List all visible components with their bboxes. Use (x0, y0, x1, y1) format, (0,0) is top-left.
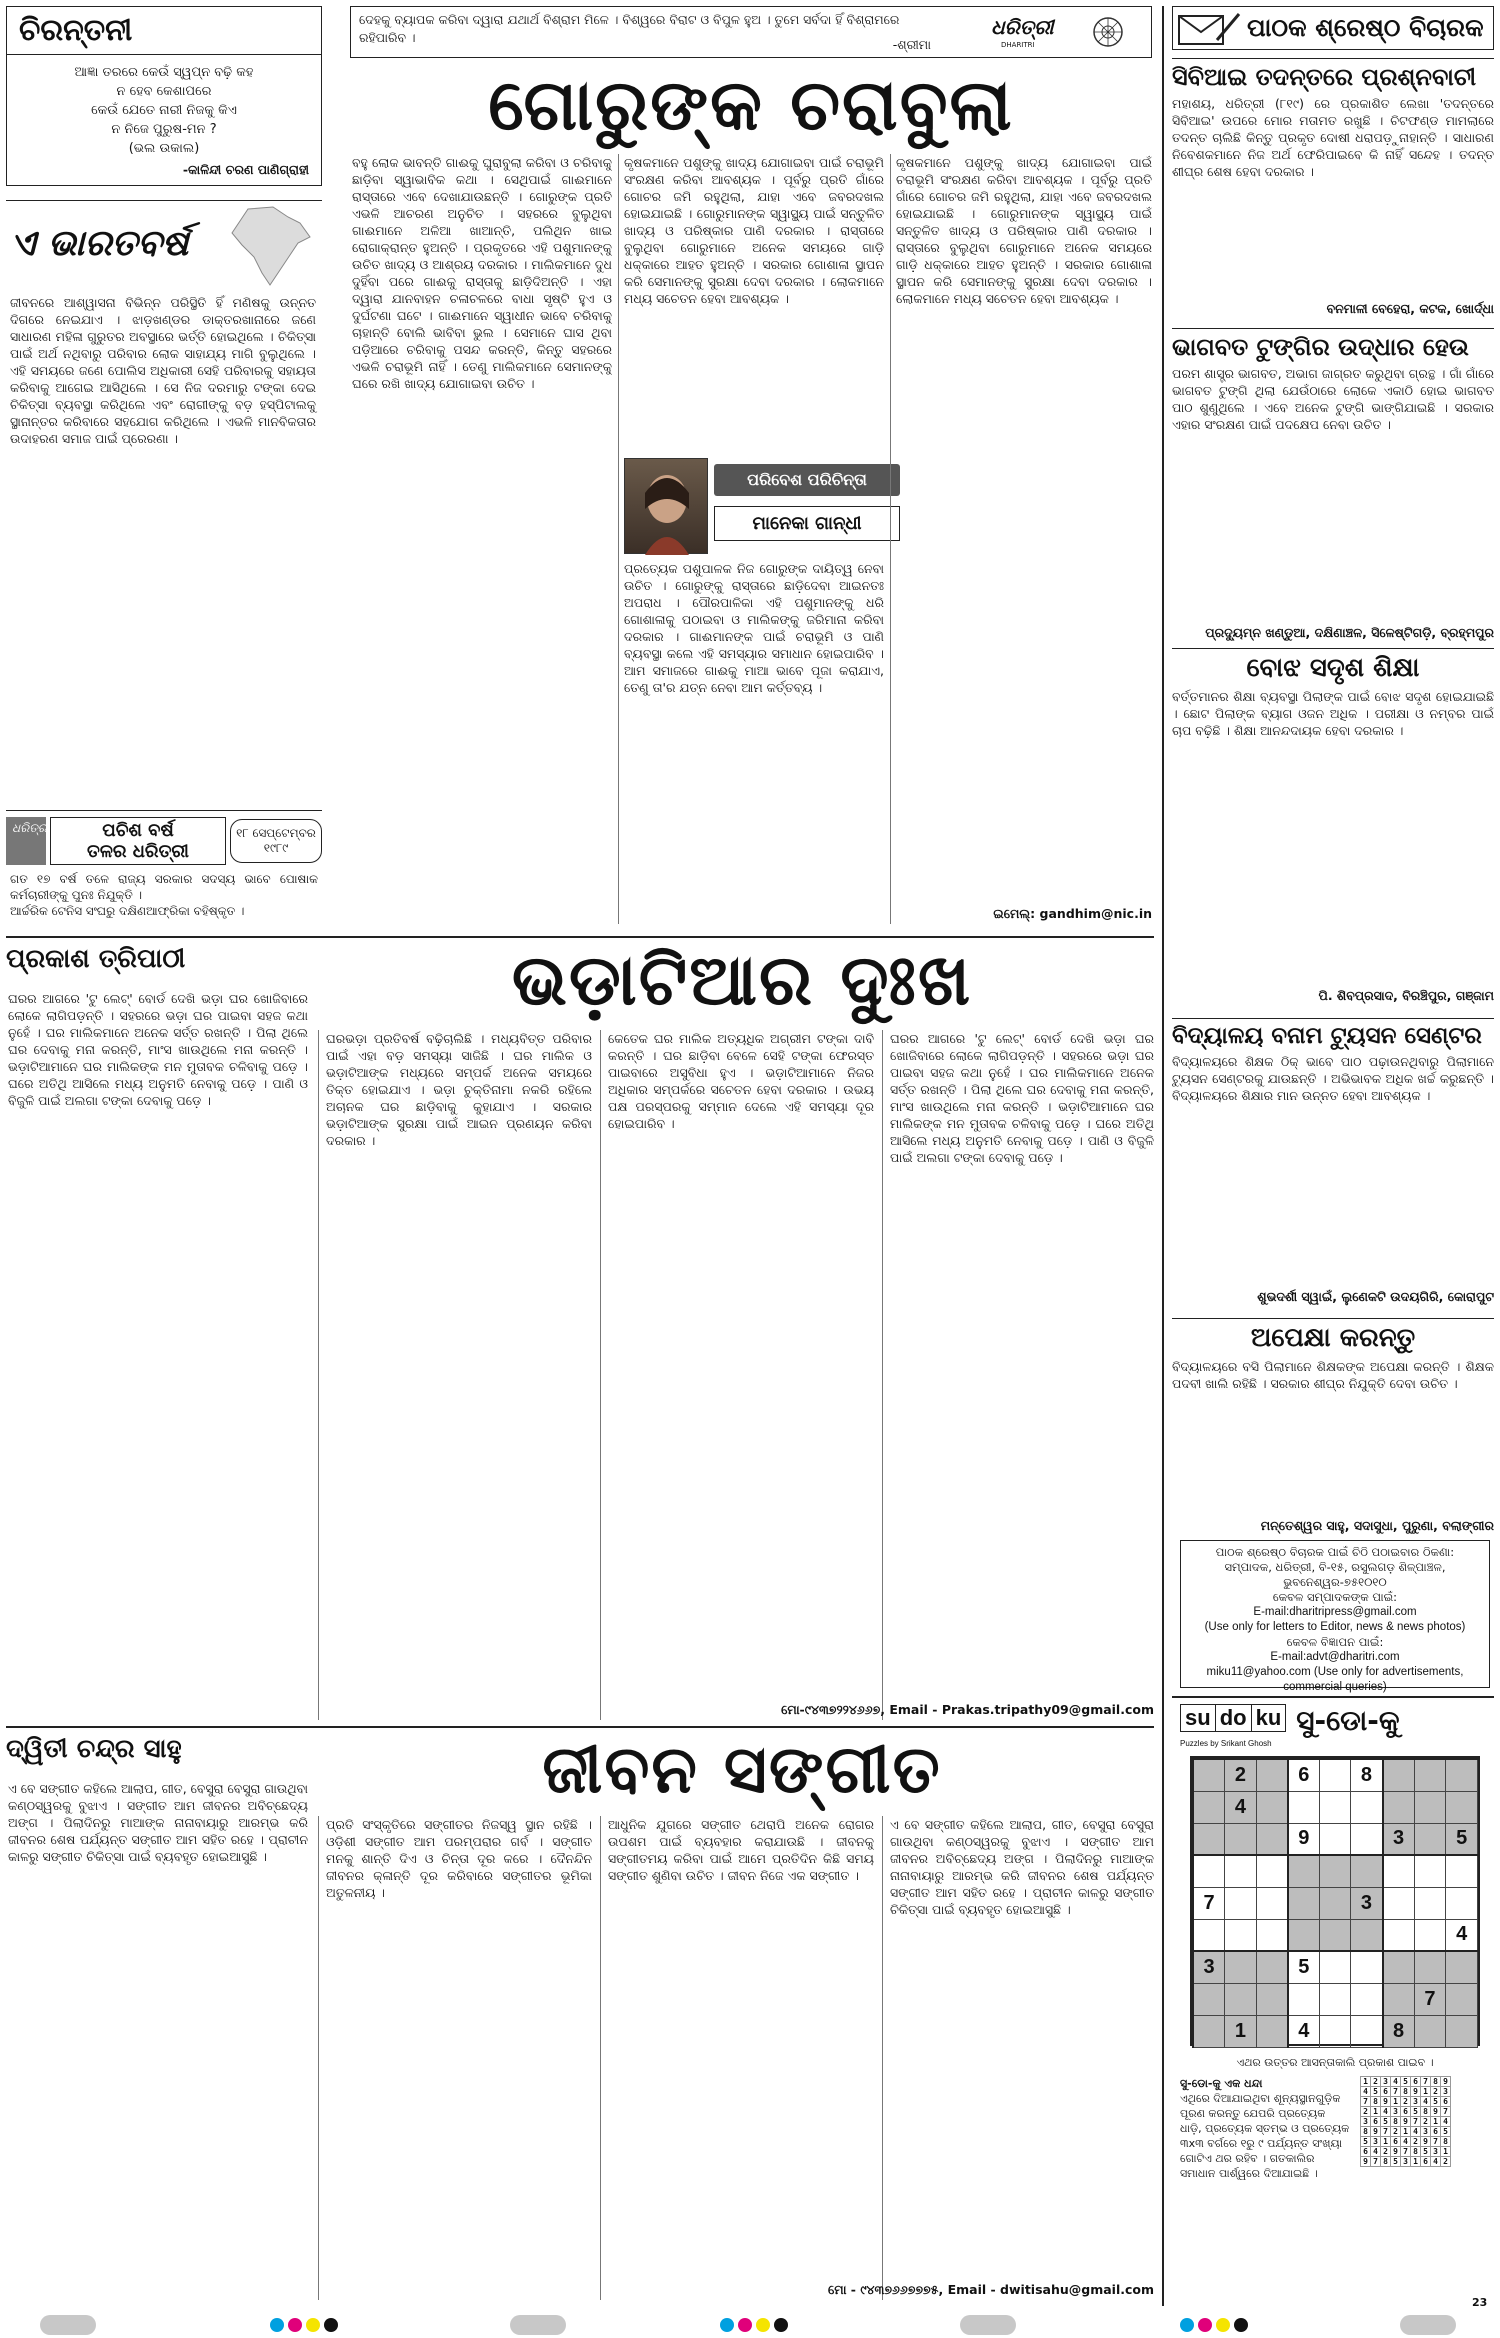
dharitri-logo: ଧରିତ୍ରୀ (991, 15, 1054, 39)
sudoku-cell (1351, 1791, 1383, 1823)
reg-mark-black (324, 2318, 338, 2332)
solution-cell: 9 (1381, 2097, 1391, 2107)
sudoku-cell (1225, 1823, 1257, 1855)
sudoku-prev-solution (1360, 2076, 1451, 2167)
solution-cell: 8 (1391, 2117, 1401, 2127)
sudoku-cell (1288, 1983, 1320, 2015)
sudoku-cell (1225, 1951, 1257, 1983)
contact-intro: ପାଠକ ଶ୍ରେଷ୍ଠ ବିଚାରକ ପାଇଁ ଚିଠି ପଠାଇବାର ଠିକଣା: (1215, 1545, 1455, 1559)
solution-cell: 3 (1431, 2147, 1441, 2157)
solution-cell: 6 (1441, 2097, 1451, 2107)
chirantani-box (6, 6, 322, 186)
solution-cell: 1 (1421, 2087, 1431, 2097)
solution-cell: 3 (1361, 2117, 1371, 2127)
solution-cell: 8 (1361, 2127, 1371, 2137)
sudoku-cell (1256, 1919, 1287, 1951)
sudoku-cell (1193, 2015, 1225, 2047)
sudoku-cell (1383, 1855, 1415, 1887)
solution-cell: 9 (1411, 2087, 1421, 2097)
article3-contact: ମୋ - ୯୪୩୭୬୬୭୭୭୫, Email - dwitisahu@gmail.com (827, 2282, 1154, 2297)
sudoku-cell (1256, 1855, 1287, 1887)
solution-cell: 2 (1381, 2147, 1391, 2157)
sudoku-cell (1256, 1759, 1287, 1791)
solution-cell: 3 (1371, 2137, 1381, 2147)
letter-author: ମନ୍ତେଶ୍ୱର ସାହୁ, ସଦାସୁଧା, ପୁରୁଣା, ବଲାଙ୍ଗୀର (1260, 1518, 1494, 1533)
sudoku-cell (1446, 1887, 1478, 1919)
solution-cell: 5 (1441, 2127, 1451, 2137)
sudoku-grid (1192, 1758, 1478, 2048)
sudoku-cell: 7 (1193, 1887, 1225, 1919)
article2-col1: ଘରର ଆଗରେ 'ଟୁ ଲେଟ୍' ବୋର୍ଡ ଦେଖି ଭଡ଼ା ଘର ଖୋଜିବାରେ ଲୋକେ ଲାଗିପଡ଼ନ୍ତି । ସହରରେ ଭଡ଼ା ଘର ପାଇବା ସହଜ କଥା ନୁହେଁ । ଘର ମାଲିକମାନେ ଅନେକ ସର୍ତ୍ତ ରଖନ୍ତି । ପିଲା ଥିଲେ ଘର ଦେବାକୁ ମନା କରନ୍ତି, ମାଂସ ଖାଉଥିଲେ ମନା କରନ୍ତି । ଭଡ଼ାଟିଆମାନେ ଘର ମାଲିକଙ୍କ ମନ ମୁତାବକ ଚଳିବାକୁ ପଡ଼େ । ଘରେ ଅତିଥି ଆସିଲେ ମଧ୍ୟ ଅନୁମତି ନେବାକୁ ପଡ଼େ । ପାଣି ଓ ବିଜୁଳି ପାଇଁ ଅଲଗା ଟଙ୍କା ଦେବାକୁ ପଡ଼େ । (8, 991, 308, 1108)
dharitri-logo-sub: DHARITRI (1001, 41, 1035, 49)
sudoku-cell (1225, 1919, 1257, 1951)
solution-cell: 7 (1411, 2117, 1421, 2127)
letter-body: ବର୍ତ୍ତମାନର ଶିକ୍ଷା ବ୍ୟବସ୍ଥା ପିଲାଙ୍କ ପାଇଁ ବୋଝ ସଦୃଶ ହୋଇଯାଇଛି । ଛୋଟ ପିଲାଙ୍କ ବ୍ୟାଗ ଓଜନ ଅଧିକ । ପରୀକ୍ଷା ଓ ନମ୍ବର ପାଇଁ ଚାପ ବଢ଼ିଛି । ଶିକ୍ଷା ଆନନ୍ଦଦାୟକ ହେବା ଦରକାର । (1172, 689, 1494, 738)
article3-col2: ପ୍ରତି ସଂସ୍କୃତିରେ ସଙ୍ଗୀତର ନିଜସ୍ୱ ସ୍ଥାନ ରହିଛି । ଓଡ଼ିଶୀ ସଙ୍ଗୀତ ଆମ ପରମ୍ପରାର ଗର୍ବ । ସଙ୍ଗୀତ ମନକୁ ଶାନ୍ତି ଦିଏ ଓ ଚିନ୍ତା ଦୂର କରେ । ଦୈନନ୍ଦିନ ଜୀବନର କ୍ଳାନ୍ତି ଦୂର କରିବାରେ ସଙ୍ଗୀତର ଭୂମିକା ଅତୁଳନୀୟ । (326, 1817, 592, 1900)
solution-cell: 8 (1371, 2097, 1381, 2107)
sudoku-cell (1383, 1791, 1415, 1823)
solution-cell: 9 (1371, 2127, 1381, 2137)
sudoku-cell (1256, 1887, 1287, 1919)
sudoku-rules-body: ଏଥିରେ ଦିଆଯାଇଥିବା ଶୂନ୍ୟସ୍ଥାନଗୁଡ଼ିକ ପୂରଣ କରନ୍ତୁ ଯେପରି ପ୍ରତ୍ୟେକ ଧାଡ଼ି, ପ୍ରତ୍ୟେକ ସ୍ତମ୍ଭ ଓ ପ୍ରତ୍ୟେକ ୩x୩ ବର୍ଗରେ ୧ରୁ ୯ ପର୍ଯ୍ୟନ୍ତ ସଂଖ୍ୟା ଗୋଟିଏ ଥର ରହିବ । ଗତକାଲିର ସମାଧାନ ପାର୍ଶ୍ୱରେ ଦିଆଯାଇଛି । (1180, 2092, 1350, 2180)
article1-col1: ବହୁ ଲୋକ ଭାବନ୍ତି ଗାଈକୁ ଘୁରାବୁଲା କରିବା ଓ ଚରିବାକୁ ଛାଡ଼ିବା ସ୍ୱାଭାବିକ କଥା । ସେଥିପାଇଁ ଗାଈମାନେ ରାସ୍ତାରେ ଏବେ ଦେଖାଯାଉଛନ୍ତି । ଗୋରୁଙ୍କ ପ୍ରତି ଏଭଳି ଆଚରଣ ଅନୁଚିତ । ସହରରେ ବୁଲୁଥିବା ଗାଈମାନେ ଅଳିଆ ଖାଆନ୍ତି, ପଲିଥିନ ଖାଇ ରୋଗାକ୍ରାନ୍ତ ହୁଅନ୍ତି । ପ୍ରକୃତରେ ଏହି ପଶୁମାନଙ୍କୁ ଉଚିତ ଖାଦ୍ୟ ଓ ଆଶ୍ରୟ ଦରକାର । ମାଲିକମାନେ ଦୁଧ ଦୁହିଁବା ପରେ ଗାଈକୁ ରାସ୍ତାକୁ ଛାଡ଼ିଦିଅନ୍ତି । ଏହା ଦ୍ୱାରା ଯାନବାହନ ଚଳାଚଳରେ ବାଧା ସୃଷ୍ଟି ହୁଏ ଓ ଦୁର୍ଘଟଣା ଘଟେ । ଗାଈମାନେ ସ୍ୱାଧୀନ ଭାବେ ଚରିବାକୁ ଚାହାନ୍ତି ବୋଲି ଭାବିବା ଭୁଲ । ସେମାନେ ଘାସ ଥିବା ପଡ଼ିଆରେ ଚରିବାକୁ ପସନ୍ଦ କରନ୍ତି, କିନ୍ତୁ ସହରରେ ଏଭଳି ଚରାଭୂମି ନାହିଁ । ତେଣୁ ମାଲିକମାନେ ସେମାନଙ୍କୁ ଘରେ ରଖି ଖାଦ୍ୟ ଯୋଗାଇବା ଉଚିତ । (352, 155, 612, 391)
sudoku-cell (1288, 1919, 1320, 1951)
reg-mark-yellow (1216, 2318, 1230, 2332)
solution-cell: 3 (1421, 2127, 1431, 2137)
article3-col1: ଏ ବେ ସଙ୍ଗୀତ କହିଲେ ଆଲାପ, ଗୀତ, ବେସୁରା ବେସୁରା ଗାଉଥିବା କଣ୍ଠସ୍ୱରକୁ ବୁଝାଏ । ସଙ୍ଗୀତ ଆମ ଜୀବନର ଅବିଚ୍ଛେଦ୍ୟ ଅଙ୍ଗ । ପିଲାଦିନରୁ ମାଆଙ୍କ ନାନାବାୟାରୁ ଆରମ୍ଭ କରି ଜୀବନର ଶେଷ ପର୍ଯ୍ୟନ୍ତ ସଙ୍ଗୀତ ଆମ ସହିତ ରହେ । ପ୍ରାଚୀନ କାଳରୁ ସଙ୍ଗୀତ ଚିକିତ୍ସା ପାଇଁ ବ୍ୟବହୃତ ହୋଇଆସୁଛି । (8, 1781, 308, 1864)
sudoku-cell (1414, 1759, 1446, 1791)
sudoku-cell (1319, 1855, 1350, 1887)
sudoku-cell (1288, 1855, 1320, 1887)
reg-mark-cyan (720, 2318, 734, 2332)
solution-cell: 1 (1401, 2127, 1411, 2137)
solution-cell: 7 (1391, 2087, 1401, 2097)
sudoku-cell (1225, 1983, 1257, 2015)
solution-cell: 3 (1401, 2157, 1411, 2167)
pachisha-item: ଆର୍ଚ୍ଚରିକ ଟେନିସ ସଂଘରୁ ଦକ୍ଷିଣଆଫ୍ରିକା ବହିଷ୍କୃତ । (10, 904, 245, 918)
reg-mark-black (774, 2318, 788, 2332)
solution-cell: 9 (1441, 2077, 1451, 2087)
letter-title: ସିବିଆଇ ତଦନ୍ତରେ ପ୍ରଶ୍ନବାଚୀ (1172, 58, 1494, 91)
sudoku-rules (1180, 2076, 1350, 2301)
solution-cell: 8 (1381, 2157, 1391, 2167)
sudoku-cell: 7 (1414, 1983, 1446, 2015)
sudoku-brand-su: su (1181, 1705, 1216, 1731)
bharatbarsha-section (6, 200, 322, 800)
solution-cell: 4 (1421, 2097, 1431, 2107)
sudoku-cell: 5 (1288, 1951, 1320, 1983)
bharatbarsha-body: ଜୀବନରେ ଆଶ୍ୱାସନା ବିଭିନ୍ନ ପରିସ୍ଥିତି ହିଁ ମଣିଷକୁ ଉନ୍ନତ ଦିଗରେ ନେଇଯାଏ । ଝାଡ଼ଖଣ୍ଡର ଡାକ୍ତରଖାନାରେ ଜଣେ ସାଧାରଣ ମହିଳା ଗୁରୁତର ଅବସ୍ଥାରେ ଭର୍ତ୍ତି ହୋଇଥିଲେ । ଚିକିତ୍ସା ପାଇଁ ଅର୍ଥ ନଥିବାରୁ ପରିବାର ଲୋକ ସାହାଯ୍ୟ ମାଗି ବୁଲୁଥିଲେ । ଏହି ସମୟରେ ଜଣେ ପୋଲିସ ଅଧିକାରୀ ସେହି ପରିବାରକୁ ସହାୟତା କରିବାକୁ ଆଗେଇ ଆସିଥିଲେ । ସେ ନିଜ ଦରମାରୁ ଟଙ୍କା ଦେଇ ଚିକିତ୍ସା ବ୍ୟବସ୍ଥା କରିଥିଲେ ଏବଂ ରୋଗୀଙ୍କୁ ବଡ଼ ହସ୍ପିଟାଲକୁ ସ୍ଥାନାନ୍ତର କରିବାରେ ସହଯୋଗ କରିଥିଲେ । ଏଭଳି ମାନବିକତାର ଉଦାହରଣ ସମାଜ ପାଇଁ ପ୍ରେରଣା । (10, 295, 316, 446)
reg-mark-magenta (288, 2318, 302, 2332)
sudoku-solution-grid (1360, 2076, 1451, 2167)
solution-cell: 4 (1411, 2127, 1421, 2137)
solution-cell: 4 (1371, 2147, 1381, 2157)
letter-title: ଭାଗବତ ଟୁଙ୍ଗିର ଉଦ୍ଧାର ହେଉ (1172, 328, 1494, 361)
solution-cell: 4 (1391, 2077, 1401, 2087)
solution-cell: 7 (1431, 2137, 1441, 2147)
print-mark-gray (510, 2315, 566, 2335)
reg-mark-black (1234, 2318, 1248, 2332)
solution-cell: 8 (1411, 2147, 1421, 2157)
sudoku-brand-ku: ku (1255, 1705, 1282, 1730)
sudoku-cell (1414, 1919, 1446, 1951)
article3-byline: ଦ୍ୱିତୀ ଚନ୍ଦ୍ର ସାହୁ (6, 1734, 182, 1764)
solution-cell: 7 (1361, 2097, 1371, 2107)
pachisha-title1: ପଚିଶ ବର୍ଷ (102, 820, 174, 841)
sudoku-cell (1351, 1951, 1383, 1983)
sudoku-cell (1319, 1887, 1350, 1919)
solution-cell: 1 (1411, 2157, 1421, 2167)
sudoku-cell (1319, 1823, 1350, 1855)
sudoku-cell (1383, 1919, 1415, 1951)
sudoku-cell (1288, 1887, 1320, 1919)
sudoku-cell: 6 (1288, 1759, 1320, 1791)
sudoku-cell (1193, 1919, 1225, 1951)
sudoku-cell: 5 (1446, 1823, 1478, 1855)
solution-cell: 1 (1441, 2147, 1451, 2157)
sudoku-cell (1225, 1855, 1257, 1887)
envelope-pen-icon (1177, 10, 1241, 46)
letter-2 (1172, 328, 1494, 641)
letter-body: ମହାଶୟ, ଧରିତ୍ରୀ (୮୧୯) ରେ ପ୍ରକାଶିତ ଲେଖା 'ତଦନ୍ତରେ ସିବିଆଇ' ଉପରେ ମୋର ମତାମତ ରଖୁଛି । ଚିଟଫଣ୍ଡ ମାମଲାରେ ତଦନ୍ତ ଚାଲିଛି କିନ୍ତୁ ପ୍ରକୃତ ଦୋଷୀ ଧରାପଡ଼ୁନାହାନ୍ତି । ସାଧାରଣ ନିବେଶକମାନେ ନିଜ ଅର୍ଥ ଫେରିପାଇବେ କି ନାହିଁ ସନ୍ଦେହ । ତଦନ୍ତ ଶୀଘ୍ର ଶେଷ ହେବା ଦରକାର । (1172, 96, 1494, 179)
letter-body: ପରମ ଶାସ୍ତ୍ର ଭାଗବତ, ଅଭାଗ ଜାଗ୍ରତ କରୁଥିବା ଗ୍ରନ୍ଥ । ଗାଁ ଗାଁରେ ଭାଗବତ ଟୁଙ୍ଗି ଥିଲା ଯେଉଁଠାରେ ଲୋକେ ଏକାଠି ହୋଇ ଭାଗବତ ପାଠ ଶୁଣୁଥିଲେ । ଏବେ ଅନେକ ଟୁଙ୍ଗି ଭାଙ୍ଗିଯାଇଛି । ସରକାର ଏହାର ସଂରକ୍ଷଣ ପାଇଁ ପଦକ୍ଷେପ ନେବା ଉଚିତ । (1172, 366, 1494, 432)
sudoku-cell (1193, 1983, 1225, 2015)
reg-mark-yellow (306, 2318, 320, 2332)
letter-3 (1172, 648, 1494, 1004)
sudoku-cell (1351, 1823, 1383, 1855)
sudoku-header (1180, 1704, 1490, 1752)
pachisha-section (6, 810, 322, 930)
article1-title: ଗୋରୁଙ୍କ ଚରାବୁଲା (488, 64, 1014, 146)
contact-email-note: (Use only for letters to Editor, news & news photos) (1204, 1621, 1466, 1633)
sudoku-cell (1319, 1951, 1350, 1983)
contact-email-label: କେବଳ ସମ୍ପାଦକଙ୍କ ପାଇଁ: (1272, 1590, 1398, 1604)
article2-contact: ମୋ-୯୪୩୭୨୨୪୬୬୭, Email - Prakas.tripathy09@gmail.com (781, 1702, 1154, 1717)
solution-cell: 3 (1441, 2087, 1451, 2097)
emblem-icon (1091, 15, 1125, 49)
print-mark-gray (960, 2315, 1016, 2335)
sudoku-cell (1446, 1791, 1478, 1823)
article2-col2: ଘରଭଡ଼ା ପ୍ରତିବର୍ଷ ବଢ଼ିଚାଲିଛି । ମଧ୍ୟବିତ୍ତ ପରିବାର ପାଇଁ ଏହା ବଡ଼ ସମସ୍ୟା ସାଜିଛି । ଘର ମାଲିକ ଓ ଭଡ଼ାଟିଆଙ୍କ ମଧ୍ୟରେ ସମ୍ପର୍କ ଅନେକ ସମୟରେ ତିକ୍ତ ହୋଇଯାଏ । ଭଡ଼ା ଚୁକ୍ତିନାମା ନକରି ରହିଲେ ଅଚାନକ ଘର ଛାଡ଼ିବାକୁ କୁହାଯାଏ । ସରକାର ଭଡ଼ାଟିଆଙ୍କ ସୁରକ୍ଷା ପାଇଁ ଆଇନ ପ୍ରଣୟନ କରିବା ଦରକାର । (326, 1031, 592, 1148)
letter-author: ବନମାଳୀ ବେହେରା, କଟକ, ଖୋର୍ଦ୍ଧା (1326, 301, 1494, 316)
poem-line: (ଭଲ ଉକାଲ) (128, 141, 200, 156)
sudoku-cell (1414, 1791, 1446, 1823)
sudoku-cell (1383, 1983, 1415, 2015)
letter-author: ପି. ଶିବପ୍ରସାଦ, ବିରଞ୍ଚିପୁର, ଗଞ୍ଜାମ (1318, 988, 1494, 1003)
sudoku-cell (1193, 1759, 1225, 1791)
letters-header (1172, 6, 1494, 50)
sudoku-cell: 4 (1288, 2015, 1320, 2047)
letter-5 (1172, 1318, 1494, 1534)
sudoku-cell (1446, 1855, 1478, 1887)
sudoku-cell (1225, 1887, 1257, 1919)
solution-cell: 4 (1401, 2137, 1411, 2147)
article3-col3: ଆଧୁନିକ ଯୁଗରେ ସଙ୍ଗୀତ ଥେରାପି ଅନେକ ରୋଗର ଉପଶମ ପାଇଁ ବ୍ୟବହାର କରାଯାଉଛି । ଜୀବନକୁ ସଙ୍ଗୀତମୟ କରିବା ପାଇଁ ଆମେ ପ୍ରତିଦିନ କିଛି ସମୟ ସଙ୍ଗୀତ ଶୁଣିବା ଉଚିତ । ଜୀବନ ନିଜେ ଏକ ସଙ୍ଗୀତ । (608, 1817, 874, 1883)
sudoku-cell: 3 (1351, 1887, 1383, 1919)
sudoku-cell (1351, 1855, 1383, 1887)
article1-col2b: ପ୍ରତ୍ୟେକ ପଶୁପାଳକ ନିଜ ଗୋରୁଙ୍କ ଦାୟିତ୍ୱ ନେବା ଉଚିତ । ଗୋରୁଙ୍କୁ ରାସ୍ତାରେ ଛାଡ଼ିଦେବା ଆଇନତଃ ଅପରାଧ । ପୌରପାଳିକା ଏହି ପଶୁମାନଙ୍କୁ ଧରି ଗୋଶାଳାକୁ ପଠାଇବା ଓ ମାଲିକଙ୍କୁ ଜରିମାନା କରିବା ଦରକାର । ଗାଈମାନଙ୍କ ପାଇଁ ଚରାଭୂମି ଓ ପାଣି ବ୍ୟବସ୍ଥା କଲେ ଏହି ସମସ୍ୟାର ସମାଧାନ ହୋଇପାରିବ । ଆମ ସମାଜରେ ଗାଈକୁ ମାଆ ଭାବେ ପୂଜା କରାଯାଏ, ତେଣୁ ତା'ର ଯତ୍ନ ନେବା ଆମ କର୍ତ୍ତବ୍ୟ । (624, 561, 884, 695)
sudoku-brand-do: do (1216, 1705, 1252, 1731)
sudoku-odia-title: ସୁ-ଡୋ-କୁ (1296, 1704, 1400, 1737)
letter-title: ଅପେକ୍ଷା କରନ୍ତୁ (1172, 1318, 1494, 1354)
article2-col3: କେତେକ ଘର ମାଲିକ ଅତ୍ୟଧିକ ଅଗ୍ରୀମ ଟଙ୍କା ଦାବି କରନ୍ତି । ଘର ଛାଡ଼ିବା ବେଳେ ସେହି ଟଙ୍କା ଫେରସ୍ତ ପାଇବାରେ ଅସୁବିଧା ହୁଏ । ଭଡ଼ାଟିଆମାନେ ନିଜର ଅଧିକାର ସମ୍ପର୍କରେ ସଚେତନ ହେବା ଦରକାର । ଉଭୟ ପକ୍ଷ ପରସ୍ପରକୁ ସମ୍ମାନ ଦେଲେ ଏହି ସମସ୍ୟା ଦୂର ହୋଇପାରିବ । (608, 1031, 874, 1131)
solution-cell: 3 (1381, 2077, 1391, 2087)
sudoku-cell (1446, 2015, 1478, 2047)
sudoku-grid-wrap (1190, 1756, 1480, 2046)
poem-line: କେଉଁ ଯେତେ ନାରୀ ନିଜକୁ କିଏ (91, 103, 237, 118)
sudoku-cell (1383, 1951, 1415, 1983)
solution-cell: 8 (1401, 2087, 1411, 2097)
sudoku-rules-title: ସୁ-ଡୋ-କୁ ଏକ ଧନ୍ଦା (1180, 2077, 1263, 2090)
sudoku-cell (1351, 1919, 1383, 1951)
solution-cell: 2 (1361, 2107, 1371, 2117)
print-marks-bar (0, 2312, 1500, 2338)
sudoku-cell (1319, 1983, 1350, 2015)
pachisha-item: ଗତ ୧୭ ବର୍ଷ ତଳେ ରାଜ୍ୟ ସରକାର ସଦସ୍ୟ ଭାବେ ପୋଷାକ କର୍ମଚାରୀଙ୍କୁ ପୁନଃ ନିଯୁକ୍ତି । (10, 872, 318, 902)
contact-address: ସମ୍ପାଦକ, ଧରିତ୍ରୀ, ବି-୧୫, ରସୁଲଗଡ଼ ଶିଳ୍ପାଞ୍ଚଳ, ଭୁବନେଶ୍ୱର-୭୫୧୦୧୦ (1224, 1560, 1446, 1589)
sudoku-cell: 3 (1193, 1951, 1225, 1983)
solution-cell: 2 (1421, 2117, 1431, 2127)
pachisha-date: ୧୮ ସେପ୍ଟେମ୍ବର ୧୯୮୯ (230, 819, 322, 863)
letter-1 (1172, 58, 1494, 317)
sudoku-cell (1414, 1823, 1446, 1855)
sudoku-cell (1351, 2015, 1383, 2047)
article3-title: ଜୀବନ ସଙ୍ଗୀତ (542, 1731, 942, 1808)
solution-cell: 8 (1441, 2137, 1451, 2147)
letter-body: ବିଦ୍ୟାଳୟରେ ବସି ପିଲାମାନେ ଶିକ୍ଷକଙ୍କ ଅପେକ୍ଷା କରନ୍ତି । ଶିକ୍ଷକ ପଦବୀ ଖାଲି ରହିଛି । ସରକାର ଶୀଘ୍ର ନିଯୁକ୍ତି ଦେବା ଉଚିତ । (1172, 1359, 1494, 1391)
page-number: 23 (1472, 2296, 1488, 2309)
poem-line: ନ ନିଜେ ପୁରୁଷ-ମନ ? (111, 122, 217, 137)
sudoku-cell (1319, 2015, 1350, 2047)
sudoku-cell (1414, 2015, 1446, 2047)
columnist-name: ମାନେକା ଗାନ୍ଧୀ (714, 506, 900, 541)
solution-cell: 7 (1381, 2127, 1391, 2137)
solution-cell: 8 (1421, 2107, 1431, 2117)
ad-label: କେବଳ ବିଜ୍ଞାପନ ପାଇଁ: (1286, 1635, 1384, 1649)
letter-author: ଶୁଭଦର୍ଶୀ ସ୍ୱାଇଁ, ଲୁଣେକଟି ଉଦୟଗିରି, କୋରାପୁଟ (1257, 1289, 1494, 1304)
pachisha-title2: ତଳର ଧରିତ୍ରୀ (87, 841, 189, 862)
sudoku-cell (1319, 1919, 1350, 1951)
sudoku-cell (1193, 1855, 1225, 1887)
pachisha-label: ଧରିତ୍ରୀ (6, 817, 46, 865)
solution-cell: 6 (1361, 2147, 1371, 2157)
sudoku-cell: 4 (1446, 1919, 1478, 1951)
letter-author: ପ୍ରଦ୍ୟୁମ୍ନ ଖଣ୍ଡୁଆ, ଦକ୍ଷିଣାଞ୍ଚଳ, ସିଳେଷ୍ଟିଗଡ଼ି, ବ୍ରହ୍ମପୁର (1205, 625, 1494, 640)
solution-cell: 9 (1421, 2137, 1431, 2147)
article2-col4: ଘରର ଆଗରେ 'ଟୁ ଲେଟ୍' ବୋର୍ଡ ଦେଖି ଭଡ଼ା ଘର ଖୋଜିବାରେ ଲୋକେ ଲାଗିପଡ଼ନ୍ତି । ସହରରେ ଭଡ଼ା ଘର ପାଇବା ସହଜ କଥା ନୁହେଁ । ଘର ମାଲିକମାନେ ଅନେକ ସର୍ତ୍ତ ରଖନ୍ତି । ପିଲା ଥିଲେ ଘର ଦେବାକୁ ମନା କରନ୍ତି, ମାଂସ ଖାଉଥିଲେ ମନା କରନ୍ତି । ଭଡ଼ାଟିଆମାନେ ଘର ମାଲିକଙ୍କ ମନ ମୁତାବକ ଚଳିବାକୁ ପଡ଼େ । ଘରେ ଅତିଥି ଆସିଲେ ମଧ୍ୟ ଅନୁମତି ନେବାକୁ ପଡ଼େ । ପାଣି ଓ ବିଜୁଳି ପାଇଁ ଅଲଗା ଟଙ୍କା ଦେବାକୁ ପଡ଼େ । (890, 1031, 1154, 1165)
solution-cell: 2 (1431, 2087, 1441, 2097)
contact-email[interactable]: E-mail:dharitripress@gmail.com (1253, 1606, 1417, 1618)
sudoku-cell (1256, 1823, 1287, 1855)
print-mark-gray (1400, 2315, 1456, 2335)
article2-byline: ପ୍ରକାଶ ତ୍ରିପାଠୀ (6, 944, 186, 974)
masthead-quote-box (350, 6, 1152, 58)
solution-cell: 6 (1401, 2107, 1411, 2117)
sudoku-cell (1319, 1759, 1350, 1791)
solution-cell: 1 (1361, 2077, 1371, 2087)
solution-cell: 3 (1411, 2097, 1421, 2107)
solution-cell: 7 (1401, 2147, 1411, 2157)
sudoku-cell (1193, 1823, 1225, 1855)
sudoku-cell (1414, 1951, 1446, 1983)
solution-cell: 6 (1371, 2117, 1381, 2127)
sudoku-cell: 2 (1225, 1759, 1257, 1791)
reg-mark-cyan (270, 2318, 284, 2332)
sudoku-cell: 4 (1225, 1791, 1257, 1823)
solution-cell: 3 (1391, 2107, 1401, 2117)
letters-contact-box (1180, 1540, 1490, 1693)
sudoku-cell (1319, 1791, 1350, 1823)
solution-cell: 1 (1391, 2097, 1401, 2107)
solution-cell: 5 (1431, 2097, 1441, 2107)
article1-col2: କୃଷକମାନେ ପଶୁଙ୍କୁ ଖାଦ୍ୟ ଯୋଗାଇବା ପାଇଁ ଚରାଭୂମି ସଂରକ୍ଷଣ କରିବା ଆବଶ୍ୟକ । ପୂର୍ବରୁ ପ୍ରତି ଗାଁରେ ଗୋଚର ଜମି ରହୁଥିଲା, ଯାହା ଏବେ ଜବରଦଖଲ ହୋଇଯାଇଛି । ଗୋରୁମାନଙ୍କ ସ୍ୱାସ୍ଥ୍ୟ ପାଇଁ ସନ୍ତୁଳିତ ଖାଦ୍ୟ ଓ ପରିଷ୍କାର ପାଣି ଦରକାର । ରାସ୍ତାରେ ବୁଲୁଥିବା ଗୋରୁମାନେ ଅନେକ ସମୟରେ ଗାଡ଼ି ଧକ୍କାରେ ଆହତ ହୁଅନ୍ତି । ସରକାର ଗୋଶାଳା ସ୍ଥାପନ କରି ସେମାନଙ୍କୁ ସୁରକ୍ଷା ଦେବା ଦରକାର । ଲୋକମାନେ ମଧ୍ୟ ସଚେତନ ହେବା ଆବଶ୍ୟକ । (624, 155, 884, 306)
letter-title: ବୋଝ ସଦୃଶ ଶିକ୍ଷା (1172, 648, 1494, 684)
solution-cell: 1 (1431, 2117, 1441, 2127)
solution-cell: 5 (1411, 2107, 1421, 2117)
solution-cell: 9 (1401, 2117, 1411, 2127)
solution-cell: 2 (1401, 2097, 1411, 2107)
masthead-quote: ଦେହକୁ ବ୍ୟାପକ କରିବା ଦ୍ୱାରା ଯଥାର୍ଥ ବିଶ୍ରାମ ମିଳେ । ବିଶ୍ୱରେ ବିରାଟ ଓ ବିପୁଳ ହୁଅ । ତୁମେ ସର୍ବଦା ହିଁ ବିଶ୍ରାମରେ ରହିପାରିବ । (359, 12, 900, 45)
sudoku-cell (1256, 1951, 1287, 1983)
ad-email2[interactable]: miku11@yahoo.com (Use only for advertisements, commercial queries) (1206, 1666, 1464, 1693)
columnist-photo (624, 458, 708, 554)
chirantani-title: ଚିରନ୍ତନୀ (7, 7, 321, 55)
chirantani-author: -କାଳିନ୍ଦୀ ଚରଣ ପାଣିଗ୍ରାହୀ (182, 162, 309, 177)
sudoku-cell (1288, 1791, 1320, 1823)
solution-cell: 6 (1421, 2157, 1431, 2167)
article1-email: ଇମେଲ୍: gandhim@nic.in (993, 906, 1152, 921)
solution-cell: 5 (1391, 2157, 1401, 2167)
poem-line: ଆଜ୍ଞା ତରରେ କେଉଁ ସ୍ୱପ୍ନ ବଢ଼ି କହ (74, 65, 254, 80)
sudoku-cell: 3 (1383, 1823, 1415, 1855)
article3-col4: ଏ ବେ ସଙ୍ଗୀତ କହିଲେ ଆଲାପ, ଗୀତ, ବେସୁରା ବେସୁରା ଗାଉଥିବା କଣ୍ଠସ୍ୱରକୁ ବୁଝାଏ । ସଙ୍ଗୀତ ଆମ ଜୀବନର ଅବିଚ୍ଛେଦ୍ୟ ଅଙ୍ଗ । ପିଲାଦିନରୁ ମାଆଙ୍କ ନାନାବାୟାରୁ ଆରମ୍ଭ କରି ଜୀବନର ଶେଷ ପର୍ଯ୍ୟନ୍ତ ସଙ୍ଗୀତ ଆମ ସହିତ ରହେ । ପ୍ରାଚୀନ କାଳରୁ ସଙ୍ଗୀତ ଚିକିତ୍ସା ପାଇଁ ବ୍ୟବହୃତ ହୋଇଆସୁଛି । (890, 1817, 1154, 1917)
print-mark-gray (40, 2315, 96, 2335)
letters-header-title: ପାଠକ ଶ୍ରେଷ୍ଠ ବିଚାରକ (1247, 13, 1484, 42)
solution-cell: 4 (1381, 2107, 1391, 2117)
sudoku-cell (1256, 2015, 1287, 2047)
solution-cell: 1 (1381, 2137, 1391, 2147)
reg-mark-magenta (738, 2318, 752, 2332)
sudoku-cell: 9 (1288, 1823, 1320, 1855)
sudoku-cell: 1 (1225, 2015, 1257, 2047)
solution-cell: 5 (1371, 2087, 1381, 2097)
sudoku-cell (1256, 1791, 1287, 1823)
article1-col3: କୃଷକମାନେ ପଶୁଙ୍କୁ ଖାଦ୍ୟ ଯୋଗାଇବା ପାଇଁ ଚରାଭୂମି ସଂରକ୍ଷଣ କରିବା ଆବଶ୍ୟକ । ପୂର୍ବରୁ ପ୍ରତି ଗାଁରେ ଗୋଚର ଜମି ରହୁଥିଲା, ଯାହା ଏବେ ଜବରଦଖଲ ହୋଇଯାଇଛି । ଗୋରୁମାନଙ୍କ ସ୍ୱାସ୍ଥ୍ୟ ପାଇଁ ସନ୍ତୁଳିତ ଖାଦ୍ୟ ଓ ପରିଷ୍କାର ପାଣି ଦରକାର । ରାସ୍ତାରେ ବୁଲୁଥିବା ଗୋରୁମାନେ ଅନେକ ସମୟରେ ଗାଡ଼ି ଧକ୍କାରେ ଆହତ ହୁଅନ୍ତି । ସରକାର ଗୋଶାଳା ସ୍ଥାପନ କରି ସେମାନଙ୍କୁ ସୁରକ୍ଷା ଦେବା ଦରକାର । ଲୋକମାନେ ମଧ୍ୟ ସଚେତନ ହେବା ଆବଶ୍ୟକ । (896, 155, 1152, 306)
letter-body: ବିଦ୍ୟାଳୟରେ ଶିକ୍ଷକ ଠିକ୍ ଭାବେ ପାଠ ପଢ଼ାଉନଥିବାରୁ ପିଲାମାନେ ଟ୍ୟୁସନ ସେଣ୍ଟରକୁ ଯାଉଛନ୍ତି । ଅଭିଭାବକ ଅଧିକ ଖର୍ଚ୍ଚ କରୁଛନ୍ତି । ବିଦ୍ୟାଳୟରେ ଶିକ୍ଷାର ମାନ ଉନ୍ନତ ହେବା ଆବଶ୍ୟକ । (1172, 1054, 1494, 1103)
reg-mark-magenta (1198, 2318, 1212, 2332)
solution-cell: 6 (1411, 2077, 1421, 2087)
solution-cell: 9 (1361, 2157, 1371, 2167)
sudoku-cell: 8 (1351, 1759, 1383, 1791)
solution-cell: 7 (1441, 2107, 1451, 2117)
reg-mark-cyan (1180, 2318, 1194, 2332)
solution-cell: 7 (1371, 2157, 1381, 2167)
sudoku-cell (1383, 1759, 1415, 1791)
article2-title: ଭଡ଼ାଟିଆର ଦୁଃଖ (511, 939, 973, 1021)
solution-cell: 2 (1391, 2127, 1401, 2137)
letter-title: ବିଦ୍ୟାଳୟ ବନାମ ଟ୍ୟୁସନ ସେଣ୍ଟର (1172, 1018, 1494, 1049)
ad-email[interactable]: E-mail:advt@dharitri.com (1270, 1651, 1400, 1663)
sudoku-cell (1351, 1983, 1383, 2015)
solution-cell: 5 (1401, 2077, 1411, 2087)
solution-cell: 2 (1411, 2137, 1421, 2147)
solution-cell: 5 (1421, 2147, 1431, 2157)
columnist-label: ପରିବେଶ ପରିଚିନ୍ତା (714, 464, 900, 496)
solution-cell: 2 (1371, 2077, 1381, 2087)
sudoku-cell (1446, 1951, 1478, 1983)
sudoku-cell (1414, 1887, 1446, 1919)
letter-4 (1172, 1018, 1494, 1305)
sudoku-cell (1446, 1983, 1478, 2015)
sudoku-cell (1256, 1983, 1287, 2015)
solution-cell: 2 (1441, 2157, 1451, 2167)
reg-mark-yellow (756, 2318, 770, 2332)
solution-cell: 1 (1371, 2107, 1381, 2117)
sudoku-solution-note: ଏଥର ଉତ୍ତର ଆସନ୍ତାକାଲି ପ୍ରକାଶ ପାଇବ । (1236, 2056, 1434, 2069)
solution-cell: 6 (1381, 2087, 1391, 2097)
solution-cell: 9 (1391, 2147, 1401, 2157)
solution-cell: 9 (1431, 2107, 1441, 2117)
sudoku-cell (1414, 1855, 1446, 1887)
solution-cell: 5 (1381, 2117, 1391, 2127)
india-map-icon (218, 203, 318, 289)
sudoku-brand-sub: Puzzles by Srikant Ghosh (1180, 1739, 1272, 1748)
solution-cell: 5 (1361, 2137, 1371, 2147)
solution-cell: 4 (1431, 2157, 1441, 2167)
solution-cell: 4 (1361, 2087, 1371, 2097)
poem-line: ନ ହେବ କେଶାପରେ (116, 84, 212, 99)
solution-cell: 4 (1441, 2117, 1451, 2127)
sudoku-cell (1193, 1791, 1225, 1823)
sudoku-cell (1446, 1759, 1478, 1791)
sudoku-cell (1383, 1887, 1415, 1919)
masthead-quote-author: -ଶ୍ରୀମା (892, 37, 931, 52)
solution-cell: 6 (1431, 2127, 1441, 2137)
bharatbarsha-title: ଏ ଭାରତବର୍ଷ (10, 223, 189, 264)
sudoku-cell: 8 (1383, 2015, 1415, 2047)
solution-cell: 7 (1421, 2077, 1431, 2087)
solution-cell: 8 (1431, 2077, 1441, 2087)
solution-cell: 6 (1391, 2137, 1401, 2147)
columnist-block (624, 456, 904, 556)
